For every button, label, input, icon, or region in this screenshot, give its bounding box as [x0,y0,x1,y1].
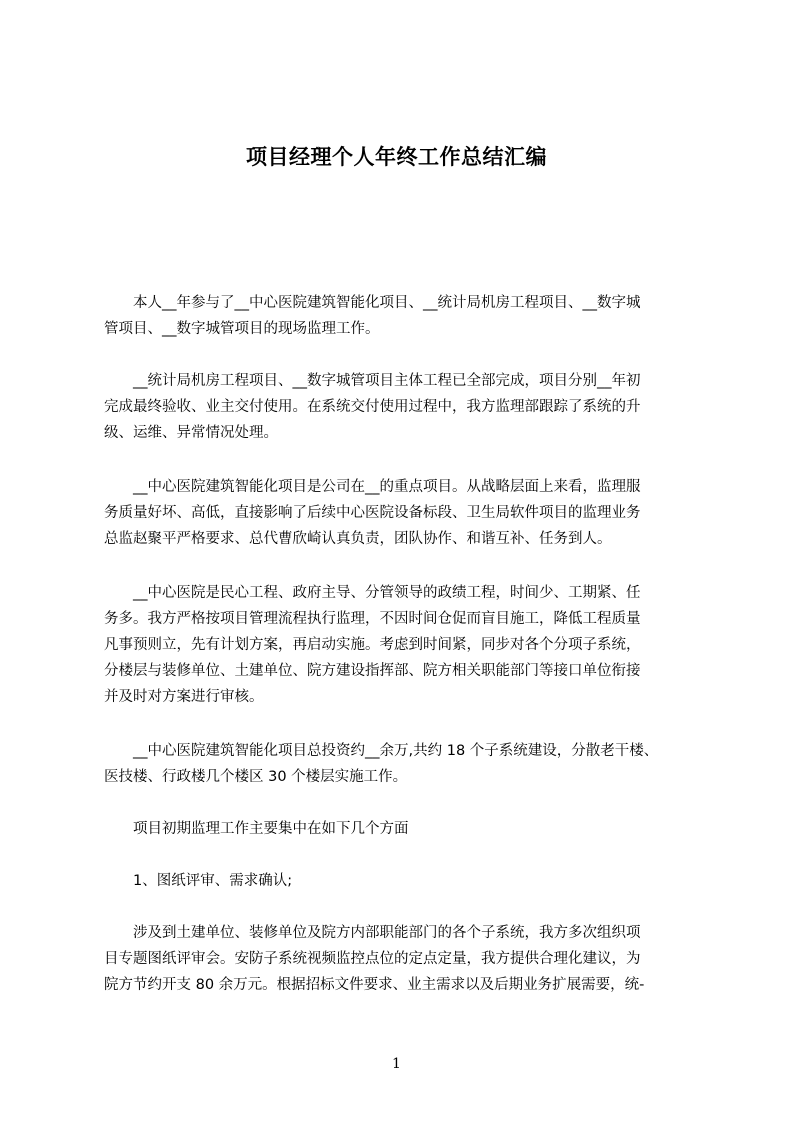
paragraph-line: 级、运维、异常情况处理。 [104,425,278,441]
paragraph-line: 总监赵聚平严格要求、总代曹欣崎认真负责，团队协作、和谐互补、任务到人。 [104,531,612,547]
paragraph-5 [104,738,704,790]
paragraph-2 [104,368,704,446]
paragraph-4 [104,580,704,710]
paragraph-6 [104,816,704,842]
paragraph-3 [104,474,704,552]
paragraph-line: 1、图纸评审、需求确认; [104,873,293,889]
paragraph-line: 完成最终验收、业主交付使用。在系统交付使用过程中，我方监理部跟踪了系统的升 [104,399,641,415]
paragraph-line: 医技楼、行政楼几个楼区 30 个楼层实施工作。 [104,769,408,785]
paragraph-line: 项目初期监理工作主要集中在如下几个方面 [104,821,409,837]
paragraph-line: 本人__年参与了__中心医院建筑智能化项目、__统计局机房工程项目、__数字城 [104,295,641,311]
paragraph-line: __统计局机房工程项目、__数字城管项目主体工程已全部完成，项目分别__年初 [104,373,641,389]
document-title: 项目经理个人年终工作总结汇编 [246,145,547,169]
paragraph-line: 管项目、__数字城管项目的现场监理工作。 [104,321,380,337]
paragraph-line: 院方节约开支 80 余万元。根据招标文件要求、业主需求以及后期业务扩展需要，统- [104,977,645,993]
paragraph-line: 分楼层与装修单位、土建单位、院方建设指挥部、院方相关职能部门等接口单位衔接 [104,663,641,679]
paragraph-line: __中心医院建筑智能化项目是公司在__的重点项目。从战略层面上来看，监理服 [104,479,641,495]
paragraph-8 [104,920,704,998]
paragraph-1 [104,290,704,342]
paragraph-line: __中心医院建筑智能化项目总投资约__余万,共约 18 个子系统建设，分散老干楼、 [104,743,659,759]
paragraph-line: 目专题图纸评审会。安防子系统视频监控点位的定点定量，我方提供合理化建议，为 [104,951,641,967]
paragraph-line: __中心医院是民心工程、政府主导、分管领导的政绩工程，时间少、工期紧、任 [104,585,641,601]
paragraph-line: 涉及到土建单位、装修单位及院方内部职能部门的各个子系统，我方多次组织项 [104,925,641,941]
paragraph-line: 凡事预则立，先有计划方案，再启动实施。考虑到时间紧，同步对各个分项子系统， [104,637,641,653]
paragraph-7 [104,868,704,894]
page-number: 1 [392,1056,401,1072]
paragraph-line: 务质量好坏、高低，直接影响了后续中心医院设备标段、卫生局软件项目的监理业务 [104,505,641,521]
paragraph-line: 务多。我方严格按项目管理流程执行监理，不因时间仓促而盲目施工，降低工程质量 [104,611,641,627]
paragraph-line: 并及时对方案进行审核。 [104,689,264,705]
